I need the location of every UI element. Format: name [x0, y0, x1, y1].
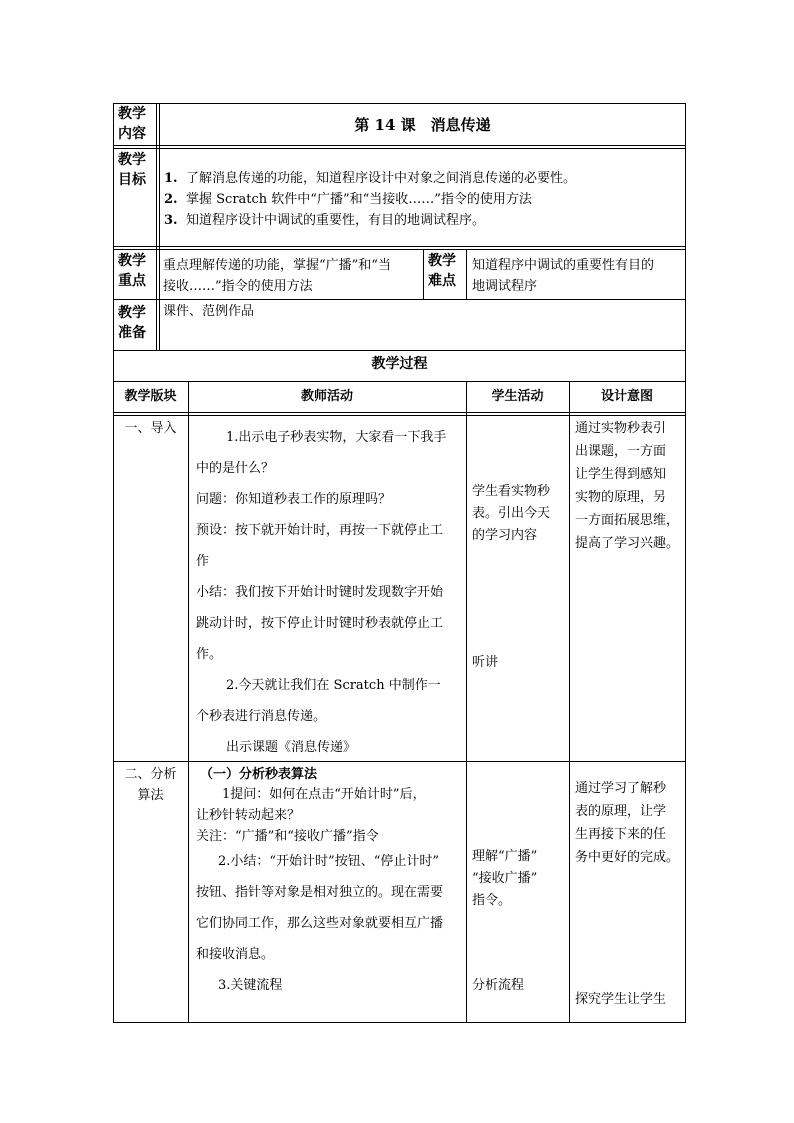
student-line: “接收广播”	[472, 871, 538, 886]
student-line: 表。引出今天	[472, 506, 551, 521]
lesson-title: 第 14 课 消息传递	[354, 116, 491, 134]
goal-text: 掌握 Scratch 软件中“广播”和“当接收……”指令的使用方法	[186, 192, 532, 207]
prep-text: 课件、范例作品	[163, 304, 255, 319]
teacher-line: 问题：你知道秒表工作的原理吗？	[196, 492, 392, 507]
section-2-design-extra: 探究学生让学生	[575, 992, 667, 1007]
teacher-line: 作	[196, 554, 210, 569]
teacher-line: 1.出示电子秒表实物，大家看一下我手	[226, 430, 447, 445]
goals-label	[118, 150, 146, 190]
goal-text: 了解消息传递的功能，知道程序设计中对象之间消息传递的必要性。	[186, 171, 577, 186]
difficulty-label-line-2: 难点	[428, 273, 456, 289]
content-label	[118, 104, 146, 144]
student-line: 的学习内容	[472, 528, 538, 543]
design-line: 通过实物秒表引	[575, 421, 667, 436]
teacher-line: 它们协同工作，那么这些对象就要相互广播	[196, 916, 444, 931]
difficulty-label	[428, 251, 456, 291]
col-header-design: 设计意图	[600, 389, 653, 404]
process-title: 教学过程	[371, 356, 428, 372]
design-line: 提高了学习兴趣。	[575, 536, 680, 551]
section-1-teacher	[196, 422, 464, 763]
prep-label-line-1: 教学	[118, 305, 146, 321]
teacher-line: 个秒表进行消息传递。	[196, 709, 327, 724]
teacher-line: 按钮、指针等对象是相对独立的。现在需要	[196, 885, 444, 900]
teacher-line: 出示课题《消息传递》	[226, 740, 357, 755]
design-line: 表的原理，让学	[575, 804, 667, 819]
col-header-teacher: 教师活动	[300, 389, 353, 404]
teacher-line: 跳动计时，按下停止计时键时秒表就停止工	[196, 616, 444, 631]
key-points-text	[163, 255, 391, 297]
section-2-teacher-a	[196, 784, 426, 847]
design-line: 实物的原理，另	[575, 490, 667, 505]
student-line: 指令。	[472, 893, 512, 908]
key-points-line-1: 重点理解传递的功能，掌握“广播”和“当	[163, 258, 391, 273]
difficulty-label-line-1: 教学	[428, 253, 456, 269]
section-1-student	[472, 481, 550, 547]
section-1-label: 一、导入	[124, 421, 177, 436]
section-2-label	[113, 764, 188, 806]
goal-text: 知道程序设计中调试的重要性，有目的地调试程序。	[186, 213, 486, 228]
design-line: 通过学习了解秒	[575, 781, 667, 796]
teacher-line: 和接收消息。	[196, 947, 275, 962]
goal-item	[164, 168, 576, 189]
goals-label-line-2: 目标	[118, 172, 146, 188]
key-label-line-1: 教学	[118, 253, 146, 269]
key-points-line-2: 接收……”指令的使用方法	[163, 279, 313, 294]
difficulty-text	[472, 255, 654, 297]
section-2-teacher-heading: （一）分析秒表算法	[200, 767, 318, 782]
section-2-label-line-2: 算法	[137, 788, 164, 803]
goal-number: 1.	[164, 171, 178, 186]
section-2-student-flow: 分析流程	[472, 978, 525, 993]
design-line: 务中更好的完成。	[575, 850, 680, 865]
key-label-line-2: 重点	[118, 273, 146, 289]
teacher-line: 中的是什么？	[196, 461, 275, 476]
content-label-line-2: 内容	[118, 126, 146, 142]
student-line: 理解“广播”	[472, 849, 538, 864]
teacher-line: 作。	[196, 647, 223, 662]
design-line: 一方面拓展思维，	[575, 513, 680, 528]
goal-item	[164, 189, 532, 210]
design-line: 让学生得到感知	[575, 467, 667, 482]
student-line: 学生看实物秒	[472, 484, 551, 499]
teacher-line: 3.关键流程	[218, 978, 283, 993]
section-2-teacher-b	[196, 846, 443, 1001]
goal-item	[164, 210, 485, 231]
teacher-line: 小结：我们按下开始计时键时发现数字开始	[196, 585, 444, 600]
teacher-line: 2.小结：“开始计时”按钮、“停止计时”	[218, 854, 439, 869]
section-2-label-line-1: 二、分析	[124, 767, 177, 782]
difficulty-line-2: 地调试程序	[472, 279, 538, 294]
section-1-student-listen: 听讲	[472, 655, 499, 670]
teacher-line: 1提问：如何在点击“开始计时”后，	[222, 787, 426, 802]
col-header-section: 教学版块	[124, 389, 177, 404]
section-2-student	[472, 846, 537, 912]
teacher-line: 预设：按下就开始计时，再按一下就停止工	[196, 523, 444, 538]
prep-label-line-2: 准备	[118, 325, 146, 341]
col-header-student: 学生活动	[491, 389, 544, 404]
prep-label	[118, 303, 146, 343]
difficulty-line-1: 知道程序中调试的重要性有目的	[472, 258, 655, 273]
design-line: 生再接下来的任	[575, 827, 667, 842]
content-label-line-1: 教学	[118, 106, 146, 122]
section-2-design	[575, 777, 679, 869]
teacher-line: 让秒针转动起来？	[196, 808, 301, 823]
design-line: 出课题，一方面	[575, 444, 667, 459]
goals-label-line-1: 教学	[118, 152, 146, 168]
section-1-design	[575, 417, 679, 555]
goal-number: 2.	[164, 192, 178, 207]
teacher-line: 2.今天就让我们在 Scratch 中制作一	[226, 678, 441, 693]
goal-number: 3.	[164, 213, 178, 228]
key-label	[118, 251, 146, 291]
teacher-line: 关注：“广播”和“接收广播”指令	[196, 829, 379, 844]
